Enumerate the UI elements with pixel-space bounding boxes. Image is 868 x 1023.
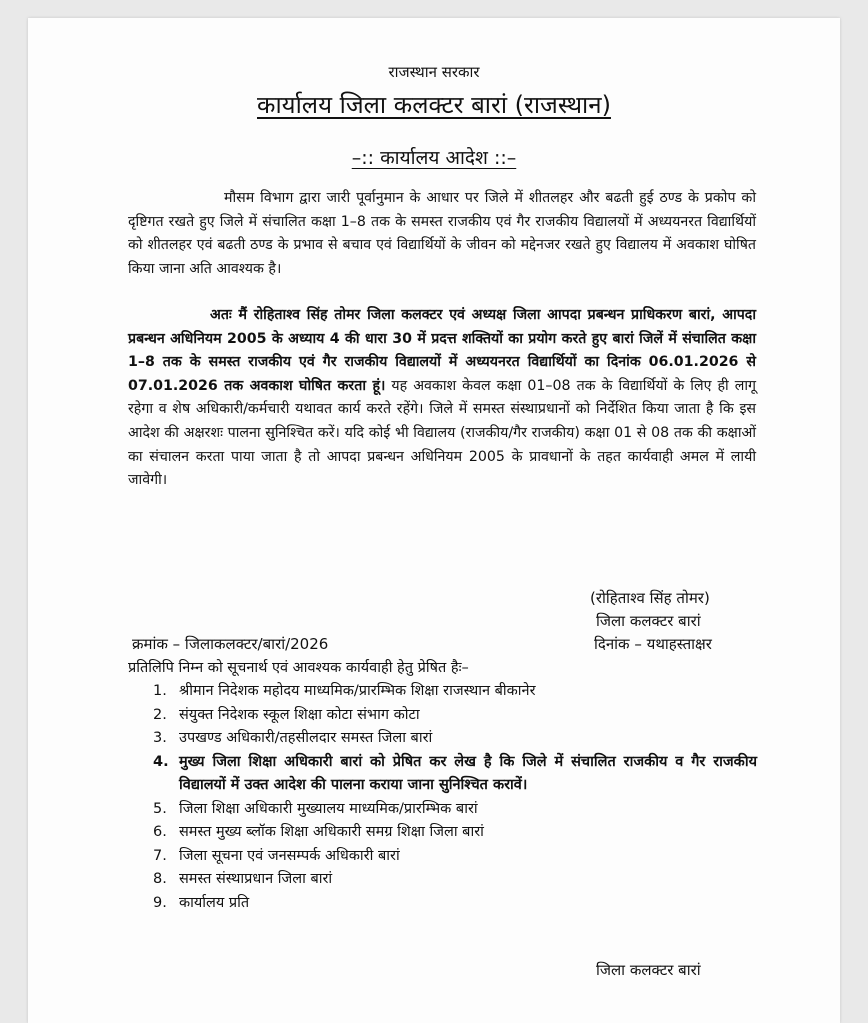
paragraph-1-text: मौसम विभाग द्वारा जारी पूर्वानुमान के आधार पर जिले में शीतलहर और बढती हुई ठण्ड के प्रकोप को दृष्टिगत रखते हुए जिले में संचालित कक्षा 1–8 तक के समस्त राजकीय एवं गैर राजकीय विद्यालयों में अध्ययनरत विद्यार्थियों को शीतलहर एवं बढती ठण्ड के प्रभाव से बचाव एवं विद्यार्थियों के जीवन को मद्देनजर रखते हुए विद्यालय में अवकाश घोषित किया जाना अति आवश्यक है। [128,190,756,277]
list-item: 8. समस्त संस्थाप्रधान जिला बारां [153,871,333,887]
list-item: 1. श्रीमान निदेशक महोदय माध्यमिक/प्रारम्भिक शिक्षा राजस्थान बीकानेर [153,683,536,699]
copy-to-list [153,680,757,915]
reference-date: दिनांक – यथाहस्ताक्षर [594,635,712,653]
paragraph-1 [128,187,756,281]
government-heading: राजस्थान सरकार [388,63,480,81]
reference-number: क्रमांक – जिलाकलक्टर/बारां/2026 [132,635,329,653]
list-item: 6. समस्त मुख्य ब्लॉक शिक्षा अधिकारी समग्र शिक्षा जिला बारां [153,824,484,840]
order-title: –:: कार्यालय आदेश ::– [351,147,517,169]
office-title: कार्यालय जिला कलक्टर बारां (राजस्थान) [257,91,611,119]
paragraph-2 [128,304,756,493]
list-item: 4. मुख्य जिला शिक्षा अधिकारी बारां को प्रेषित कर लेख है कि जिले में संचालित राजकीय व गैर राजकीय विद्यालयों में उक्त आदेश की पालना कराया जाना सुनिश्चित करावें। [153,753,757,793]
signatory-designation: जिला कलक्टर बारां [596,612,701,630]
paragraph-2-rest: यह अवकाश केवल कक्षा 01–08 तक के विद्यार्थियों के लिए ही लागू रहेगा व शेष अधिकारी/कर्मचारी यथावत कार्य करते रहेंगे। जिले में समस्त संस्थाप्रधानों को निर्देशित किया जाता है कि इस आदेश की अक्षरशः पालना सुनिश्चित करें। यदि कोई भी विद्यालय (राजकीय/गैर राजकीय) कक्षा 01 से 08 तक की कक्षाओं का संचालन करता पाया जाता है तो आपदा प्रबन्धन अधिनियम 2005 के प्रावधानों के तहत कार्यवाही अमल में लायी जावेगी। [128,377,756,489]
list-item: 2. संयुक्त निदेशक स्कूल शिक्षा कोटा संभाग कोटा [153,706,420,723]
copy-to-intro: प्रतिलिपि निम्न को सूचनार्थ एवं आवश्यक कार्यवाही हेतु प्रेषित हैः– [128,660,469,676]
footer-signature: जिला कलक्टर बारां [596,961,701,979]
paragraph-2-bold: अतः मैं रोहिताश्व सिंह तोमर जिला कलक्टर एवं अध्यक्ष जिला आपदा प्रबन्धन प्राधिकरण बारां, आपदा प्रबन्धन अधिनियम 2005 के अध्याय 4 की धारा 30 में प्रदत्त शक्तियों का प्रयोग करते हुए बारां जिलें में संचालित कक्षा 1–8 तक के समस्त राजकीय एवं गैर राजकीय विद्यालयों में अध्ययनरत विद्यार्थियों का दिनांक 06.01.2026 से 07.01.2026 तक अवकाश घोषित करता हूं। [128,307,756,394]
list-item: 9. कार्यालय प्रति [153,894,250,911]
list-item: 7. जिला सूचना एवं जनसम्पर्क अधिकारी बारां [153,847,400,864]
list-item: 3. उपखण्ड अधिकारी/तहसीलदार समस्त जिला बारां [153,730,433,746]
signatory-name: (रोहिताश्व सिंह तोमर) [590,589,710,607]
list-item: 5. जिला शिक्षा अधिकारी मुख्यालय माध्यमिक/प्रारम्भिक बारां [153,800,478,817]
